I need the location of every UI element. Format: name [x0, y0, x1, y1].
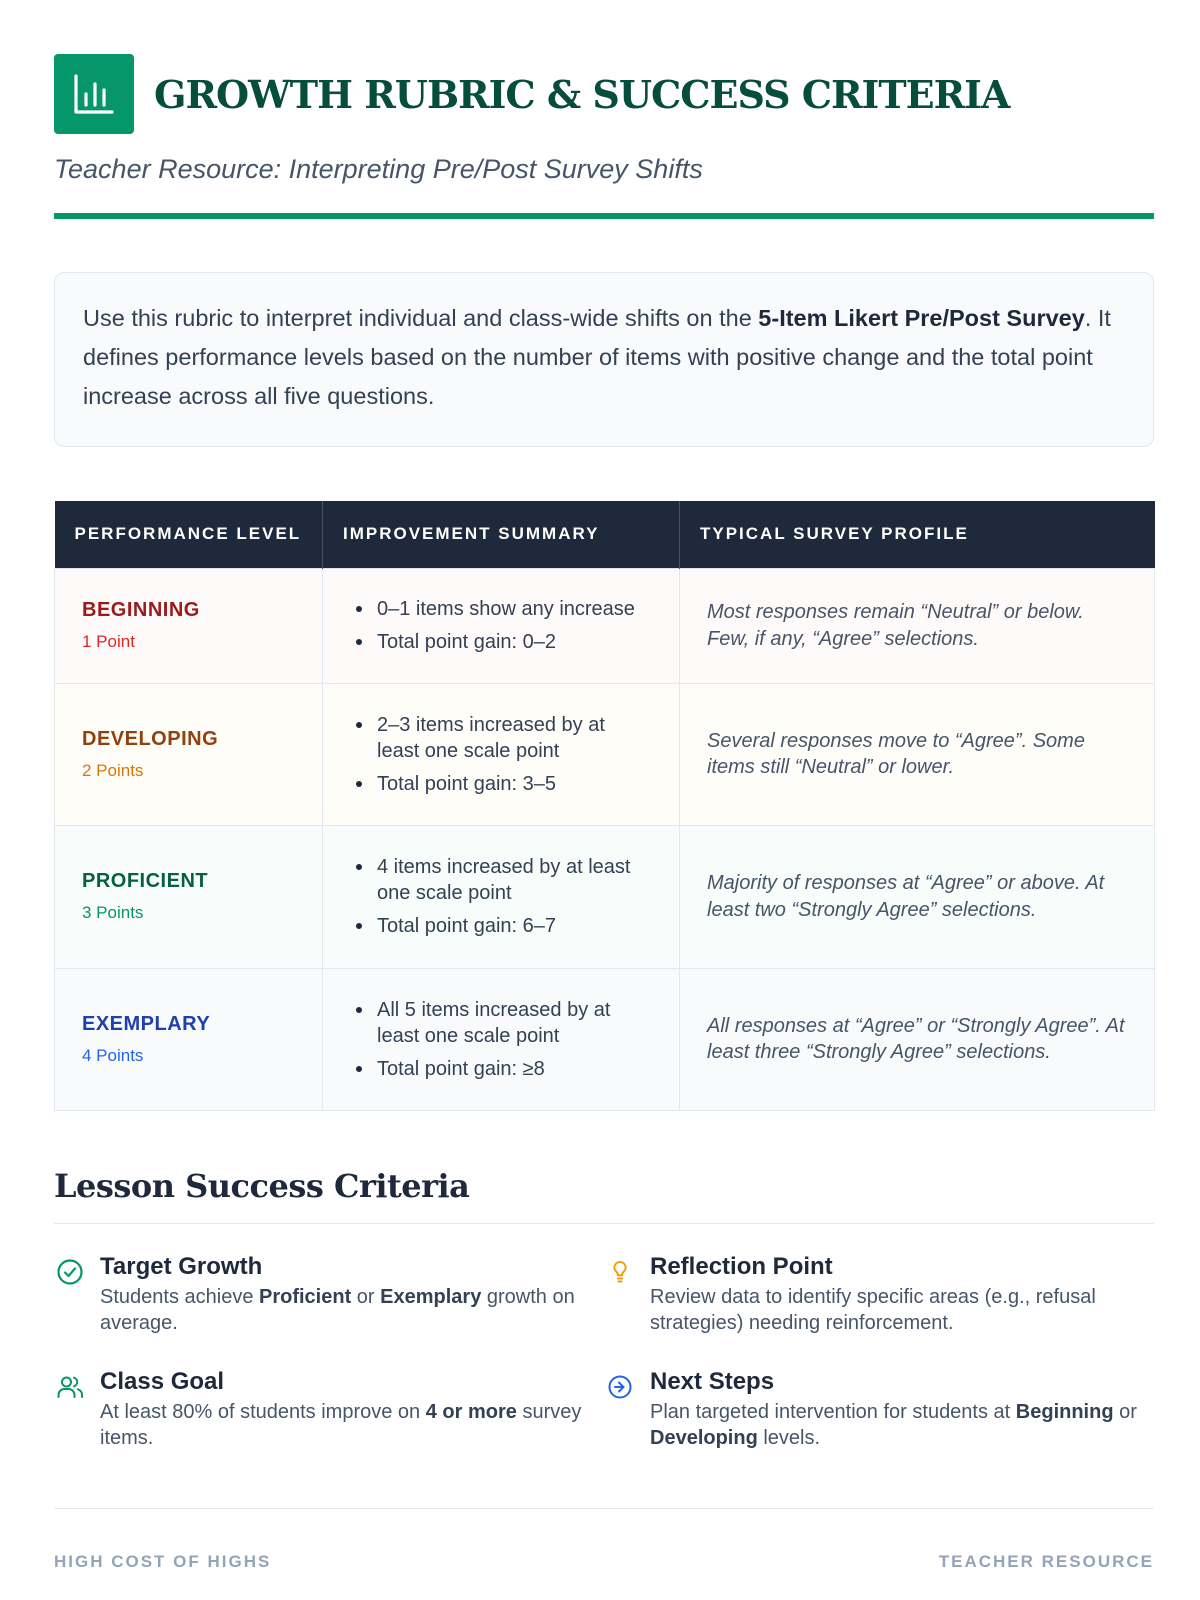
- criteria-class-goal: [54, 1367, 604, 1452]
- footer-left: HIGH COST OF HIGHS: [54, 1552, 272, 1571]
- lightbulb-icon: [604, 1256, 636, 1288]
- summary-list: [350, 712, 652, 797]
- list-item: 4 items increased by at least one scale point: [350, 854, 652, 906]
- criteria-reflection-point: [604, 1252, 1154, 1337]
- criteria-heading: Class Goal: [100, 1367, 225, 1395]
- intro-bold: 5-Item Likert Pre/Post Survey: [758, 305, 1085, 331]
- page-subtitle: Teacher Resource: Interpreting Pre/Post Survey Shifts: [54, 154, 703, 184]
- criteria-body: [100, 1252, 604, 1337]
- text-part: survey items.: [100, 1400, 582, 1449]
- criteria-heading: Reflection Point: [650, 1252, 833, 1280]
- header: [54, 54, 1154, 134]
- level-points: 4 Points: [82, 1045, 144, 1065]
- summary-list: [350, 997, 652, 1082]
- summary-cell: [323, 683, 680, 825]
- summary-list: [350, 854, 652, 939]
- level-name: DEVELOPING: [82, 727, 219, 750]
- list-item: 0–1 items show any increase: [350, 596, 652, 622]
- intro-text-start: Use this rubric to interpret individual and class-wide shifts on the: [83, 305, 759, 331]
- text-part: levels.: [757, 1427, 821, 1449]
- criteria-body: [650, 1252, 1154, 1337]
- rubric-table: [54, 501, 1155, 1111]
- text-part: At least 80% of students improve on: [100, 1400, 426, 1423]
- success-criteria-grid: [54, 1252, 1154, 1452]
- intro-box: [54, 272, 1154, 447]
- table-row: [55, 568, 1155, 683]
- profile-cell: [680, 683, 1155, 825]
- bold-part: 4 or more: [425, 1400, 517, 1423]
- footer: [54, 1552, 1154, 1572]
- bold-part: Proficient: [259, 1285, 352, 1308]
- table-row: [55, 825, 1155, 968]
- check-circle-icon: [54, 1256, 86, 1288]
- profile-text: Several responses move to “Agree”. Some items still “Neutral” or lower.: [707, 729, 1085, 778]
- list-item: Total point gain: 0–2: [350, 629, 652, 655]
- level-points: 1 Point: [82, 632, 135, 651]
- list-item: Total point gain: 3–5: [350, 771, 652, 797]
- header-improvement-summary: IMPROVEMENT SUMMARY: [323, 501, 680, 568]
- level-cell: [55, 968, 323, 1110]
- header-survey-profile: TYPICAL SURVEY PROFILE: [680, 501, 1155, 568]
- table-header-row: [55, 501, 1155, 568]
- level-cell: [55, 683, 323, 825]
- criteria-body: [650, 1367, 1154, 1452]
- criteria-heading: Next Steps: [650, 1367, 775, 1395]
- footer-right: TEACHER RESOURCE: [938, 1552, 1154, 1571]
- table-row: [55, 683, 1155, 825]
- bold-part: Beginning: [1015, 1400, 1114, 1423]
- table-row: [55, 968, 1155, 1110]
- header-performance-level: PERFORMANCE LEVEL: [55, 501, 323, 568]
- text-part: or: [351, 1285, 381, 1308]
- success-criteria-divider: [54, 1223, 1154, 1224]
- list-item: 2–3 items increased by at least one scale point: [350, 712, 652, 764]
- criteria-heading: Target Growth: [100, 1252, 263, 1280]
- summary-cell: [323, 825, 680, 968]
- bold-part: Developing: [650, 1427, 758, 1449]
- success-criteria-title: Lesson Success Criteria: [54, 1166, 470, 1205]
- profile-cell: [680, 825, 1155, 968]
- criteria-text: [650, 1399, 1154, 1452]
- text-part: growth on average.: [100, 1285, 575, 1334]
- profile-cell: [680, 968, 1155, 1110]
- logo: [54, 54, 134, 134]
- footer-divider: [54, 1508, 1154, 1509]
- text-part: Plan targeted intervention for students at: [650, 1400, 1016, 1423]
- criteria-text: [100, 1284, 604, 1337]
- level-cell: [55, 825, 323, 968]
- profile-cell: [680, 568, 1155, 683]
- level-name: EXEMPLARY: [82, 1012, 211, 1035]
- criteria-text: [100, 1399, 604, 1452]
- bar-chart-icon: [72, 72, 116, 116]
- bold-part: Exemplary: [380, 1285, 482, 1308]
- list-item: Total point gain: 6–7: [350, 913, 652, 939]
- profile-text: Most responses remain “Neutral” or below. Few, if any, “Agree” selections.: [707, 601, 1084, 650]
- criteria-body: [100, 1367, 604, 1452]
- level-cell: [55, 568, 323, 683]
- criteria-next-steps: [604, 1367, 1154, 1452]
- page-title: GROWTH RUBRIC & SUCCESS CRITERIA: [154, 71, 1010, 117]
- level-points: 3 Points: [82, 903, 144, 922]
- users-icon: [54, 1371, 86, 1403]
- level-name: PROFICIENT: [82, 870, 209, 892]
- summary-cell: [323, 968, 680, 1110]
- header-divider: [54, 213, 1154, 219]
- profile-text: All responses at “Agree” or “Strongly Agree”. At least three “Strongly Agree” selections.: [707, 1014, 1125, 1063]
- text-part: Students achieve: [100, 1285, 259, 1308]
- level-name: BEGINNING: [82, 599, 200, 621]
- summary-list: [350, 596, 652, 655]
- profile-text: Majority of responses at “Agree” or above. At least two “Strongly Agree” selections.: [707, 872, 1105, 921]
- criteria-text: Review data to identify specific areas (e.g., refusal strategies) needing reinforcement.: [650, 1285, 1096, 1334]
- arrow-right-circle-icon: [604, 1371, 636, 1403]
- text-part: or: [1113, 1400, 1137, 1423]
- summary-cell: [323, 568, 680, 683]
- criteria-target-growth: [54, 1252, 604, 1337]
- list-item: All 5 items increased by at least one scale point: [350, 997, 652, 1049]
- level-points: 2 Points: [82, 760, 144, 780]
- page: [54, 54, 1154, 1452]
- list-item: Total point gain: ≥8: [350, 1056, 652, 1082]
- intro-text-end: . It defines performance levels based on the number of items with positive change and the total point increase across all five questions.: [83, 305, 1111, 409]
